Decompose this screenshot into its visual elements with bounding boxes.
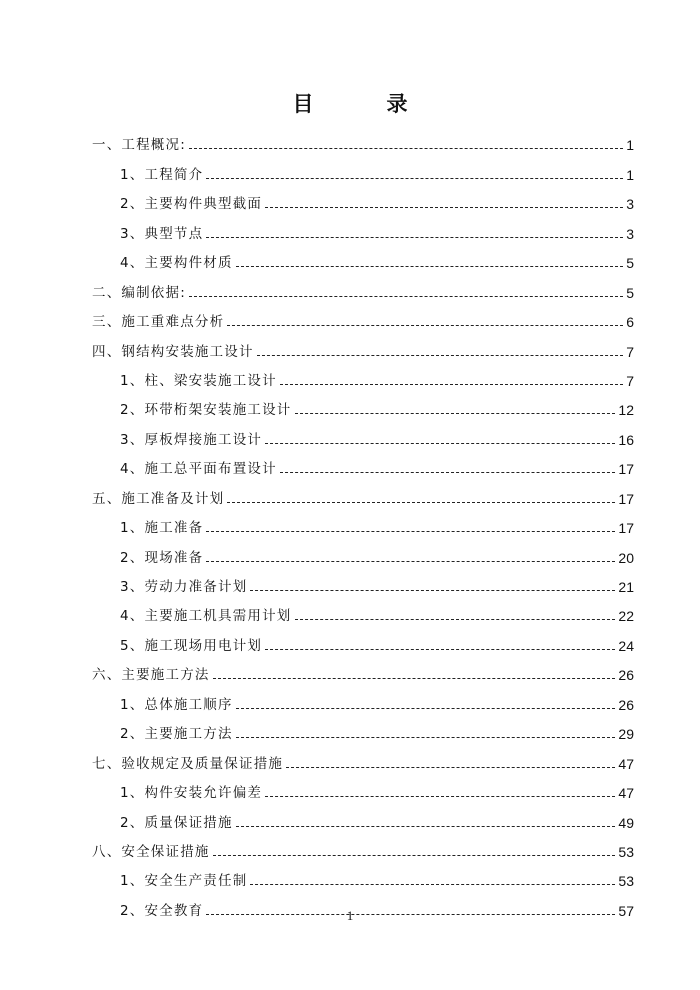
toc-entry-page: 21 xyxy=(618,579,634,595)
toc-entry[interactable] xyxy=(92,448,634,477)
toc-entry-label: 1、构件安装允许偏差 xyxy=(120,785,263,802)
toc-entry-label: 七、验收规定及质量保证措施 xyxy=(92,755,284,772)
toc-leader-dots xyxy=(257,355,624,356)
toc-entry-label: 3、劳动力准备计划 xyxy=(120,579,248,595)
page-title: 目 录 xyxy=(292,92,434,116)
toc-entry-page: 47 xyxy=(618,785,634,802)
toc-leader-dots xyxy=(280,384,623,385)
toc-entry[interactable] xyxy=(92,153,634,182)
toc-leader-dots xyxy=(265,207,623,208)
toc-entry-page: 6 xyxy=(626,314,634,331)
toc-entry-page: 1 xyxy=(626,166,634,183)
toc-entry-label: 1、柱、梁安装施工设计 xyxy=(120,372,277,389)
toc-leader-dots xyxy=(213,678,616,679)
toc-leader-dots xyxy=(236,737,616,738)
toc-leader-dots xyxy=(227,325,623,326)
toc-entry-label: 2、质量保证措施 xyxy=(120,814,233,831)
toc-entry[interactable] xyxy=(92,595,634,624)
toc-entry-page: 26 xyxy=(618,667,634,684)
toc-entry-label: 2、环带桁架安装施工设计 xyxy=(120,402,292,419)
toc-entry-page: 1 xyxy=(626,137,634,154)
toc-entry[interactable] xyxy=(92,536,634,565)
toc-entry[interactable] xyxy=(92,801,634,830)
toc-entry-page: 17 xyxy=(618,461,634,478)
toc-entry-page: 5 xyxy=(626,284,634,301)
page-number: 1 xyxy=(346,908,354,923)
toc-leader-dots xyxy=(295,413,616,414)
toc-entry-page: 53 xyxy=(618,843,634,860)
toc-entry[interactable] xyxy=(92,301,634,330)
toc-entry-label: 4、主要施工机具需用计划 xyxy=(120,608,292,625)
toc-entry[interactable] xyxy=(92,418,634,447)
toc-entry[interactable] xyxy=(92,507,634,536)
toc-leader-dots xyxy=(206,178,623,179)
toc-entry[interactable] xyxy=(92,772,634,801)
toc-entry[interactable] xyxy=(92,389,634,418)
toc-entry-page: 29 xyxy=(618,726,634,743)
toc-leader-dots xyxy=(189,296,623,297)
toc-leader-dots xyxy=(250,884,615,885)
toc-entry[interactable] xyxy=(92,654,634,683)
toc-entry[interactable] xyxy=(92,683,634,712)
toc-entry-label: 二、编制依据: xyxy=(92,284,186,301)
toc-entry-label: 3、厚板焊接施工设计 xyxy=(120,431,263,448)
toc-entry[interactable] xyxy=(92,360,634,389)
toc-entry[interactable] xyxy=(92,242,634,271)
toc-entry-label: 1、总体施工顺序 xyxy=(120,696,233,713)
toc-leader-dots xyxy=(280,472,616,473)
toc-entry-label: 2、主要构件典型截面 xyxy=(120,196,263,213)
toc-entry-label: 五、施工准备及计划 xyxy=(92,490,225,507)
toc-leader-dots xyxy=(189,148,623,149)
toc-entry[interactable] xyxy=(92,271,634,300)
toc-entry-page: 17 xyxy=(618,490,634,507)
toc-entry-page: 7 xyxy=(626,343,634,360)
toc-entry[interactable] xyxy=(92,212,634,241)
toc-leader-dots xyxy=(295,619,616,620)
toc-entry-label: 2、主要施工方法 xyxy=(120,726,233,743)
toc-entry-label: 4、主要构件材质 xyxy=(120,255,233,272)
toc-entry[interactable] xyxy=(92,183,634,212)
toc-entry-page: 3 xyxy=(626,196,634,213)
toc-entry[interactable] xyxy=(92,831,634,860)
toc-entry-label: 六、主要施工方法 xyxy=(92,667,210,684)
toc-leader-dots xyxy=(250,590,615,591)
toc-entry[interactable] xyxy=(92,330,634,359)
toc-entry-page: 3 xyxy=(626,225,634,242)
table-of-contents xyxy=(92,124,634,919)
toc-entry-page: 22 xyxy=(618,608,634,625)
toc-entry[interactable] xyxy=(92,742,634,771)
toc-entry[interactable] xyxy=(92,124,634,153)
toc-entry-page: 47 xyxy=(618,755,634,772)
toc-leader-dots xyxy=(265,649,615,650)
toc-leader-dots xyxy=(206,531,615,532)
toc-leader-dots xyxy=(206,561,615,562)
toc-entry-page: 7 xyxy=(626,372,634,389)
toc-entry-label: 3、典型节点 xyxy=(120,225,204,242)
toc-entry-label: 四、钢结构安装施工设计 xyxy=(92,343,254,360)
toc-entry-label: 2、现场准备 xyxy=(120,549,204,566)
toc-entry-page: 26 xyxy=(618,696,634,713)
toc-leader-dots xyxy=(227,502,615,503)
toc-entry[interactable] xyxy=(92,566,634,595)
toc-leader-dots xyxy=(236,826,616,827)
toc-entry-page: 17 xyxy=(618,520,634,537)
toc-entry-label: 三、施工重难点分析 xyxy=(92,314,225,331)
toc-entry-page: 53 xyxy=(618,873,634,890)
toc-entry-page: 57 xyxy=(618,902,634,919)
toc-entry-label: 1、施工准备 xyxy=(120,520,204,537)
toc-leader-dots xyxy=(286,767,615,768)
toc-leader-dots xyxy=(265,796,615,797)
toc-entry-label: 2、安全教育 xyxy=(120,902,204,919)
toc-entry-label: 1、工程简介 xyxy=(120,166,204,183)
toc-entry-page: 49 xyxy=(618,814,634,831)
toc-entry-page: 20 xyxy=(618,549,634,566)
toc-entry-label: 1、安全生产责任制 xyxy=(120,873,248,890)
toc-entry-label: 八、安全保证措施 xyxy=(92,843,210,860)
toc-leader-dots xyxy=(213,855,616,856)
toc-entry-label: 5、施工现场用电计划 xyxy=(120,637,263,654)
toc-entry-label: 一、工程概况: xyxy=(92,137,186,154)
toc-leader-dots xyxy=(236,266,624,267)
toc-entry-page: 12 xyxy=(618,402,634,419)
toc-leader-dots xyxy=(265,443,615,444)
toc-leader-dots xyxy=(236,708,616,709)
toc-entry-page: 5 xyxy=(626,255,634,272)
toc-entry-page: 16 xyxy=(618,431,634,448)
toc-entry[interactable] xyxy=(92,713,634,742)
toc-entry-page: 24 xyxy=(618,637,634,654)
toc-entry[interactable] xyxy=(92,477,634,506)
toc-entry-label: 4、施工总平面布置设计 xyxy=(120,461,277,478)
toc-entry[interactable] xyxy=(92,624,634,653)
toc-leader-dots xyxy=(206,237,623,238)
toc-entry[interactable] xyxy=(92,860,634,889)
